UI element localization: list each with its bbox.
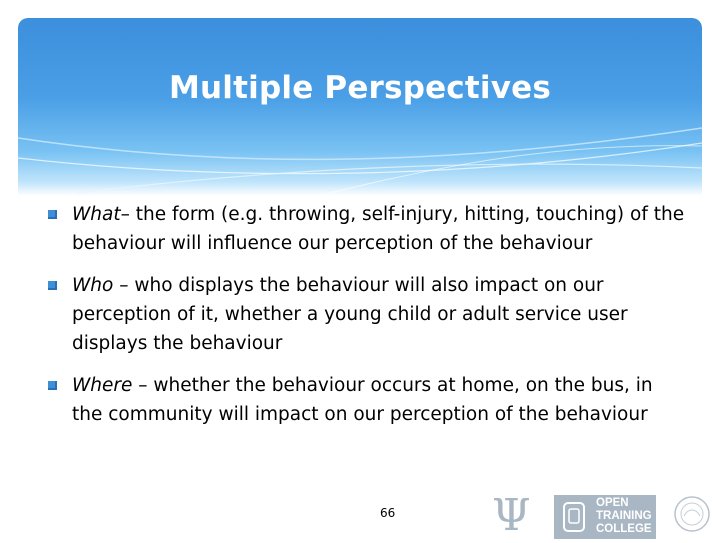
page-title: Multiple Perspectives xyxy=(168,70,552,106)
bullet-lead: Who xyxy=(72,275,114,296)
list-item xyxy=(48,371,688,429)
psi-logo-icon: Ψ xyxy=(492,490,531,541)
college-logo xyxy=(592,495,656,539)
bullet-text: – who displays the behaviour will also impact on our perception of it, whether a young child or adult service user displays the behaviour xyxy=(72,275,628,354)
bullet-lead: What xyxy=(72,204,121,225)
list-item xyxy=(48,200,688,258)
bullet-list xyxy=(48,200,688,442)
college-logo-line: OPEN xyxy=(596,497,629,509)
page-number: 66 xyxy=(380,506,396,520)
square-bullet-icon xyxy=(48,210,57,219)
college-emblem-icon xyxy=(554,495,594,539)
square-bullet-icon xyxy=(48,381,57,390)
list-item xyxy=(48,271,688,358)
title-banner xyxy=(18,18,702,196)
bullet-lead: Where xyxy=(72,375,133,396)
wave-decoration xyxy=(18,18,702,196)
bullet-text: – the form (e.g. throwing, self-injury, hitting, touching) of the behaviour will influence our perception of the behaviour xyxy=(72,204,685,254)
college-logo-line: COLLEGE xyxy=(596,523,652,535)
seal-logo-icon xyxy=(672,494,712,534)
college-logo-line: TRAINING xyxy=(596,510,652,522)
bullet-text: – whether the behaviour occurs at home, on the bus, in the community will impact on our perception of the behaviour xyxy=(72,375,653,425)
square-bullet-icon xyxy=(48,281,57,290)
